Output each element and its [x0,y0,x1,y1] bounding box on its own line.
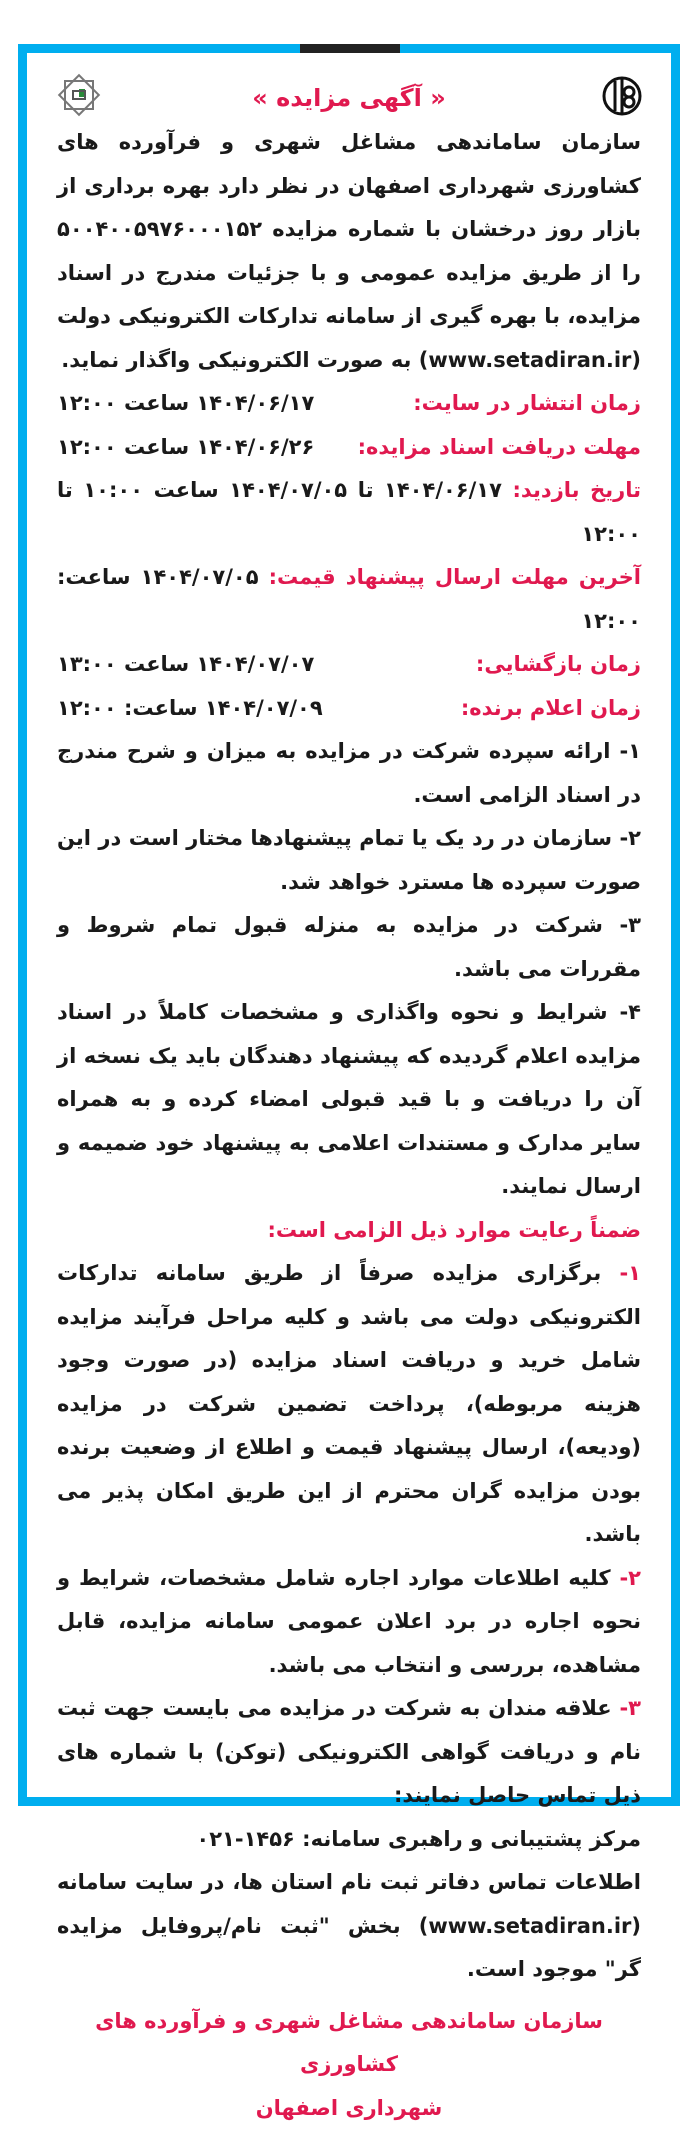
schedule-row [57,556,641,643]
requirement-item [57,1557,641,1688]
ad-content [57,63,641,2130]
schedule-value: ۱۴۰۴/۰۷/۰۹ ساعت: ۱۲:۰۰ [57,687,323,731]
schedule-value: ۱۴۰۴/۰۶/۱۷ تا ۱۴۰۴/۰۷/۰۵ ساعت ۱۰:۰۰ تا ۱۲:۰۰ [57,478,641,546]
term-item: ۳- شرکت در مزایده به منزله قبول تمام شروط و مقررات می باشد. [57,904,641,991]
schedule [57,382,641,730]
footer-line: سازمان ساماندهی مشاغل شهری و فرآورده های کشاورزی [57,2000,641,2087]
requirement-text: کلیه اطلاعات موارد اجاره شامل مشخصات، شرایط و نحوه اجاره در برد اعلان عمومی سامانه مزایده، قابل مشاهده، بررسی و انتخاب می باشد. [57,1566,641,1677]
term-item: ۱- ارائه سپرده شرکت در مزایده به میزان و شرح مندرج در اسناد الزامی است. [57,730,641,817]
term-item: ۲- سازمان در رد یک یا تمام پیشنهادها مختار است در این صورت سپرده ها مسترد خواهد شد. [57,817,641,904]
schedule-label: آخرین مهلت ارسال پیشنهاد قیمت: [269,565,641,589]
schedule-label: تاریخ بازدید: [513,478,642,502]
requirement-number: ۱- [619,1261,641,1285]
schedule-label: زمان انتشار در سایت: [413,382,641,426]
schedule-label: زمان اعلام برنده: [461,687,641,731]
ad-title: « آگهی مزایده » [57,77,641,121]
requirement-item [57,1687,641,1818]
top-bar-decoration [300,44,400,53]
support-center: مرکز پشتیبانی و راهبری سامانه: ۱۴۵۶-۰۲۱ [57,1818,641,1862]
requirement-number: ۳- [619,1696,641,1720]
schedule-value: ۱۴۰۴/۰۷/۰۷ ساعت ۱۳:۰۰ [57,643,314,687]
requirement-text: برگزاری مزایده صرفاً از طریق سامانه تدارکات الکترونیکی دولت می باشد و کلیه مراحل فرآیند مزایده شامل خرید و دریافت اسناد مزایده (در صورت وجود هزینه مربوطه)، پرداخت تضمین شرکت در مزایده (ودیعه)، ارسال پیشنهاد قیمت و اطلاع از وضعیت برنده بودن مزایده گران محترم از این طریق امکان پذیر می باشد. [57,1261,641,1546]
schedule-row [57,687,641,731]
schedule-row [57,469,641,556]
schedule-label: مهلت دریافت اسناد مزایده: [358,426,641,470]
requirement-text: علاقه مندان به شرکت در مزایده می بایست جهت ثبت نام و دریافت گواهی الکترونیکی (توکن) با شماره های ذیل تماس حاصل نمایند: [57,1696,641,1807]
requirement-item [57,1252,641,1557]
intro-paragraph: سازمان ساماندهی مشاغل شهری و فرآورده های کشاورزی شهرداری اصفهان در نظر دارد بهره برداری از بازار روز درخشان با شماره مزایده ۵۰۰۴۰۰۵۹۷۶۰۰۰۱۵۲ را از طریق مزایده عمومی و با جزئیات مندرج در اسناد مزایده، با بهره گیری از سامانه تدارکات الکترونیکی دولت (www.setadiran.ir) به صورت الکترونیکی واگذار نماید. [57,121,641,382]
term-item: ۴- شرایط و نحوه واگذاری و مشخصات کاملاً در اسناد مزایده اعلام گردیده که پیشنهاد دهندگان باید یک نسخه از آن را دریافت و با قید قبولی امضاء کرده و به همراه سایر مدارک و مستندات اعلامی به پیشنهاد خود ضمیمه و ارسال نمایند. [57,991,641,1209]
schedule-value: ۱۴۰۴/۰۶/۱۷ ساعت ۱۲:۰۰ [57,382,314,426]
requirements-heading: ضمناً رعایت موارد ذیل الزامی است: [57,1209,641,1253]
schedule-row [57,426,641,470]
requirement-number: ۲- [619,1566,641,1590]
schedule-row [57,382,641,426]
footer-signature [57,2000,641,2130]
schedule-value: ۱۴۰۴/۰۶/۲۶ ساعت ۱۲:۰۰ [57,426,314,470]
contact-info: اطلاعات تماس دفاتر ثبت نام استان ها، در سایت سامانه (www.setadiran.ir) بخش "ثبت نام/پروفایل مزایده گر" موجود است. [57,1861,641,1992]
schedule-value: ۱۴۰۴/۰۷/۰۵ ساعت: ۱۲:۰۰ [57,565,641,633]
footer-line: شهرداری اصفهان [57,2087,641,2130]
schedule-row [57,643,641,687]
ad-frame [18,44,680,1806]
schedule-label: زمان بازگشایی: [476,643,641,687]
